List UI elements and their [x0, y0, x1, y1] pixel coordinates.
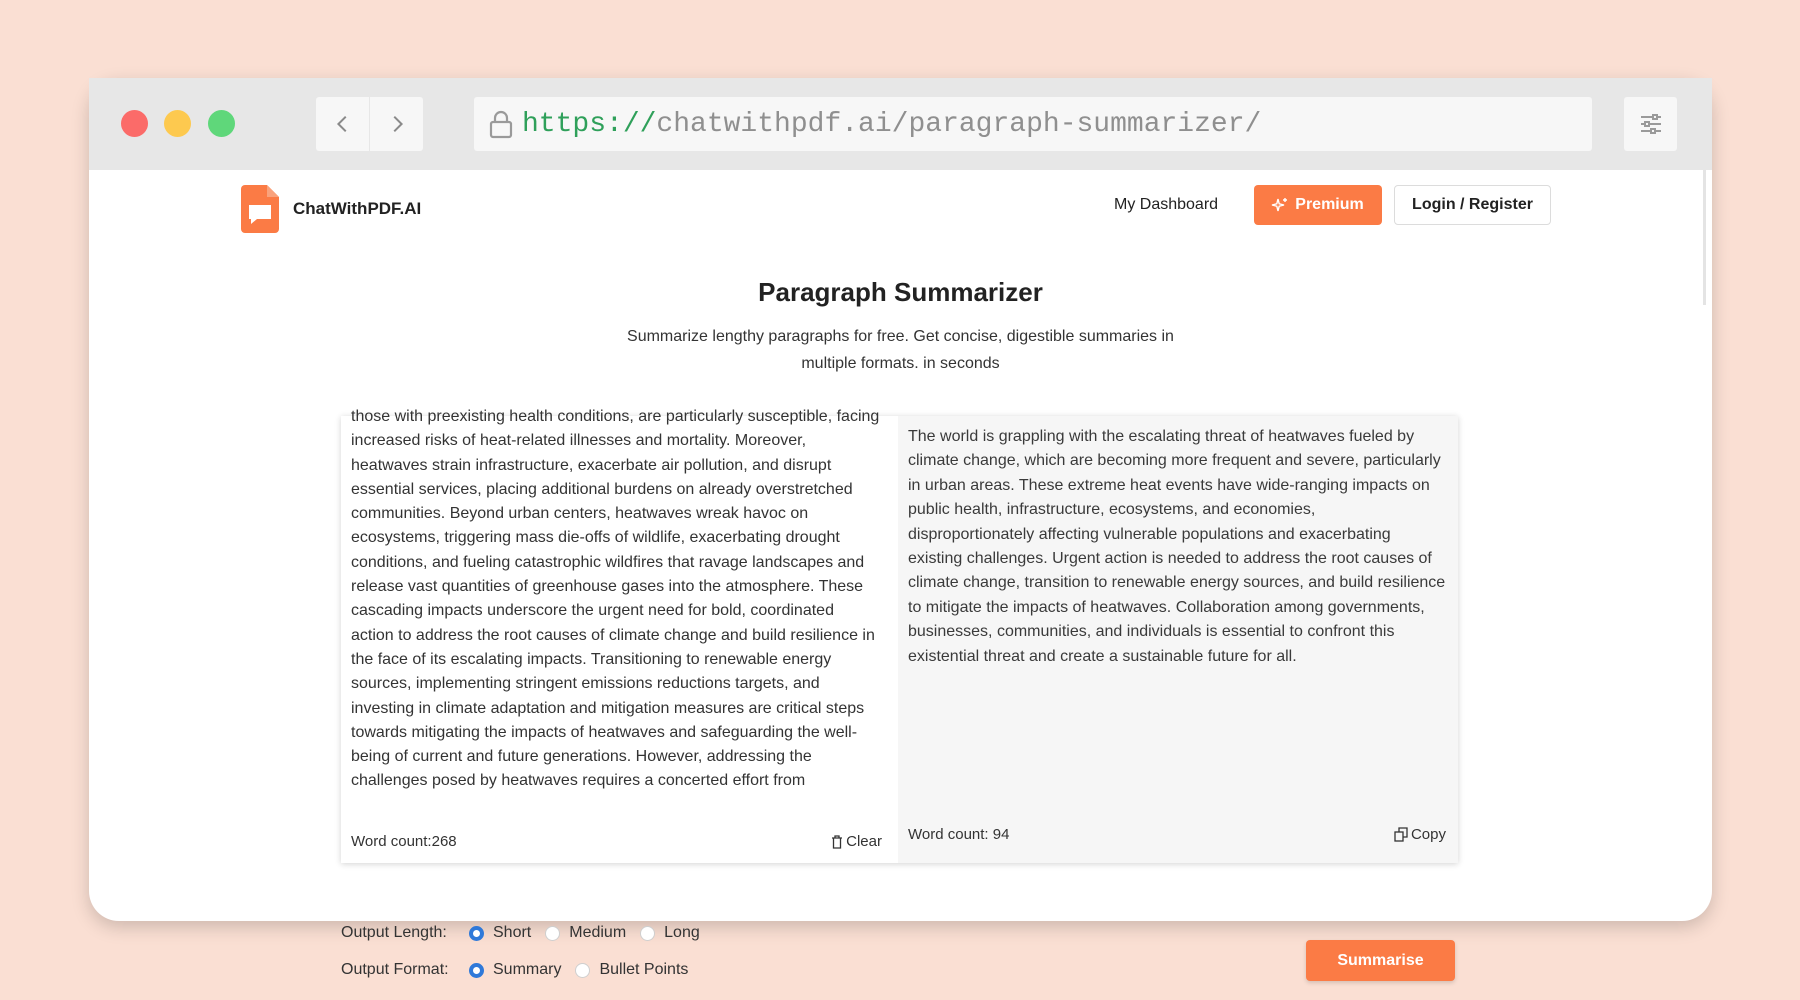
settings-button[interactable]	[1624, 97, 1677, 151]
length-medium-label: Medium	[569, 924, 627, 941]
chevron-left-icon	[332, 113, 354, 135]
back-button[interactable]	[316, 97, 369, 151]
login-register-button[interactable]: Login / Register	[1394, 185, 1551, 225]
chatwithpdf-logo-icon	[241, 185, 279, 233]
output-word-count: Word count: 94	[908, 826, 1010, 843]
format-bullets-label: Bullet Points	[599, 961, 689, 978]
output-length-label: Output Length:	[341, 924, 447, 941]
output-format-options	[341, 961, 702, 979]
subtitle-line-2: multiple formats. in seconds	[801, 355, 1000, 372]
output-format-label: Output Format:	[341, 961, 449, 978]
page-content	[89, 170, 1712, 978]
input-text: those with preexisting health conditions, are particularly susceptible, facing increased risks of heat-related illnesses and mortality. Moreover, heatwaves strain infrastructure, exacerbate air pollution, and disrupt essential services, placing additional burdens on already overstretched communities. Beyond urban centers, heatwaves wreak havoc on ecosystems, triggering mass die-offs of wildlife, exacerbating drought conditions, and fueling catastrophic wildfires that ravage landscapes and release vast quantities of greenhouse gases into the atmosphere. These cascading impacts underscore the urgent need for bold, coordinated action to address the root causes of climate change and build resilience in the face of its escalating impacts. Transitioning to renewable energy sources, implementing stringent emissions reductions targets, and investing in climate adaptation and mitigation measures are critical steps towards mitigating the impacts of heatwaves and safeguarding the well-being of current and future generations. However, addressing the challenges posed by heatwaves requires a concerted effort from	[351, 408, 880, 790]
chevron-right-icon	[386, 113, 408, 135]
length-option-short[interactable]	[469, 924, 531, 942]
logo-text: ChatWithPDF.AI	[293, 199, 422, 218]
trash-icon	[831, 835, 843, 849]
input-pane	[341, 408, 898, 863]
browser-toolbar	[89, 78, 1712, 170]
forward-button[interactable]	[370, 97, 423, 151]
copy-label: Copy	[1410, 826, 1446, 843]
length-long-label: Long	[664, 924, 700, 941]
maximize-window-button[interactable]	[208, 110, 235, 137]
url-text	[522, 109, 1261, 140]
lock-icon	[488, 109, 514, 139]
length-option-medium[interactable]	[545, 924, 626, 942]
input-word-count: Word count:268	[351, 833, 457, 850]
summarizer-card	[341, 408, 1458, 863]
url-path: chatwithpdf.ai/paragraph-summarizer/	[656, 108, 1262, 140]
summary-output-text: The world is grappling with the escalating threat of heatwaves fueled by climate change, which are becoming more frequent and severe, particularly in urban areas. These extreme heat events have wide-ranging impacts on public health, infrastructure, ecosystems, and economies, disproportionately affecting vulnerable populations and exacerbating existing challenges. Urgent action is needed to address the root causes of climate change, transition to renewable energy sources, and build resilience to mitigate the impacts of heatwaves. Collaboration among governments, businesses, communities, and individuals is essential to confront this existential threat and create a sustainable future for all.	[908, 428, 1446, 665]
my-dashboard-link[interactable]: My Dashboard	[1114, 196, 1219, 213]
clear-button[interactable]	[831, 833, 882, 850]
subtitle-line-1: Summarize lengthy paragraphs for free. Get concise, digestible summaries in	[627, 328, 1174, 345]
summarise-button[interactable]: Summarise	[1306, 940, 1455, 981]
sparkle-icon	[1272, 197, 1288, 213]
copy-icon	[1394, 827, 1408, 842]
length-short-label: Short	[493, 924, 532, 941]
radio-bullet-points[interactable]	[575, 963, 590, 978]
minimize-window-button[interactable]	[164, 110, 191, 137]
length-option-long[interactable]	[640, 924, 700, 942]
page-title: Paragraph Summarizer	[758, 277, 1043, 307]
address-bar[interactable]	[474, 97, 1592, 151]
radio-medium[interactable]	[545, 926, 560, 941]
close-window-button[interactable]	[121, 110, 148, 137]
browser-window	[89, 78, 1712, 978]
clear-label: Clear	[846, 833, 882, 850]
url-scheme: https://	[522, 108, 657, 140]
format-summary-label: Summary	[493, 961, 562, 978]
sliders-icon	[1639, 113, 1663, 135]
radio-summary[interactable]	[469, 963, 484, 978]
premium-button[interactable]	[1254, 185, 1382, 225]
format-option-summary[interactable]	[469, 961, 561, 979]
radio-long[interactable]	[640, 926, 655, 941]
radio-short[interactable]	[469, 926, 484, 941]
output-pane	[898, 416, 1458, 863]
input-textarea[interactable]	[351, 408, 881, 818]
site-logo[interactable]	[241, 185, 421, 233]
copy-button[interactable]	[1394, 826, 1446, 843]
format-option-bullet-points[interactable]	[575, 961, 688, 979]
output-length-options	[341, 924, 714, 942]
premium-label: Premium	[1295, 196, 1364, 213]
page-subtitle	[89, 323, 1712, 377]
